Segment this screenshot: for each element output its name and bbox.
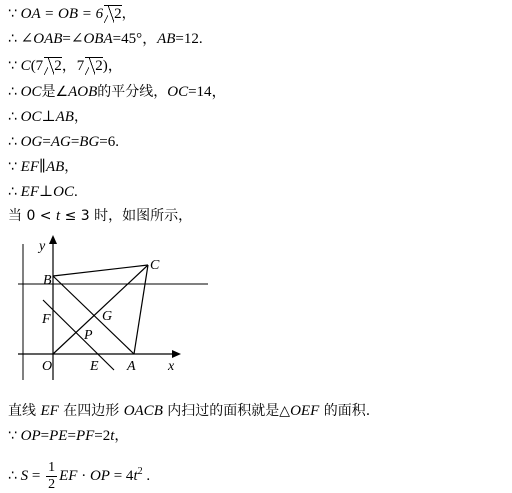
- eq-2: =2: [94, 428, 111, 444]
- ab-value: =12.: [175, 31, 203, 47]
- eq: =: [67, 428, 76, 444]
- label-e: E: [90, 359, 99, 374]
- step-7: [8, 157, 78, 177]
- case-prefix: 当 0 <: [8, 208, 56, 224]
- step-8: [8, 182, 78, 202]
- step-1-text: OA = OB = 6: [20, 6, 104, 22]
- step-3: [8, 56, 123, 76]
- bg-value: =6.: [99, 134, 119, 150]
- step-6: [8, 132, 119, 152]
- because-symbol: ∵: [8, 6, 17, 22]
- point-c: C: [20, 58, 31, 74]
- seg-ef: EF: [40, 403, 59, 419]
- seg-op: OP: [20, 428, 41, 444]
- seg-oc: OC: [20, 109, 42, 125]
- coord-sep: ，7: [61, 58, 85, 74]
- x-axis-arrow: [172, 350, 181, 358]
- angle-aob: AOB: [68, 84, 98, 100]
- conclusion: [8, 401, 370, 421]
- exponent: 2: [137, 466, 143, 477]
- eq: =: [28, 468, 45, 484]
- perp-symbol: ⊥: [41, 109, 56, 125]
- seg-ef: EF: [59, 468, 78, 484]
- deg-45: =45°，: [112, 31, 158, 47]
- fraction-half: [46, 460, 57, 493]
- radicand: 2: [95, 58, 103, 74]
- sqrt-radical: [104, 5, 122, 22]
- parallel-symbol: ∥: [39, 159, 46, 175]
- angle-oab: OAB: [33, 31, 63, 47]
- period: .: [142, 468, 151, 484]
- eq: =: [70, 134, 80, 150]
- seg-op: OP: [89, 468, 110, 484]
- step-1: [8, 4, 136, 24]
- sqrt-radical: [85, 57, 103, 74]
- coord-open: (7: [30, 58, 44, 74]
- eq: =: [42, 134, 51, 150]
- period: .: [73, 184, 78, 200]
- label-g: G: [102, 309, 113, 324]
- segment-bc: [53, 265, 148, 276]
- therefore-symbol: ∴: [8, 109, 17, 125]
- label-x: x: [168, 359, 175, 374]
- dot: ·: [77, 468, 90, 484]
- angle-oba: OBA: [83, 31, 113, 47]
- seg-ef: EF: [20, 159, 39, 175]
- label-f: F: [42, 312, 51, 327]
- because-symbol: ∵: [8, 159, 17, 175]
- radicand: 2: [114, 6, 122, 22]
- because-symbol: ∵: [8, 58, 17, 74]
- seg-ab: AB: [55, 109, 74, 125]
- y-axis-arrow: [49, 235, 57, 244]
- eq-angle: =∠: [62, 31, 84, 47]
- perp-symbol: ⊥: [39, 184, 54, 200]
- segment-ca: [134, 265, 148, 354]
- var-t: t: [133, 468, 138, 484]
- eq-4: = 4: [109, 468, 134, 484]
- label-y: y: [39, 239, 46, 254]
- angle-symbol: ∠: [20, 31, 34, 47]
- step-5: [8, 107, 88, 127]
- segment-oc: [53, 265, 148, 354]
- eq: =: [40, 428, 50, 444]
- is-angle: 是∠: [41, 84, 69, 100]
- comma: ，: [73, 109, 88, 125]
- label-b: B: [43, 273, 52, 288]
- seg-bg: BG: [79, 134, 100, 150]
- geometry-diagram: [8, 232, 208, 382]
- equation-2: [8, 455, 150, 493]
- conclusion-a: 直线: [8, 403, 41, 419]
- seg-pe: PE: [49, 428, 68, 444]
- therefore-symbol: ∴: [8, 84, 17, 100]
- seg-pf: PF: [75, 428, 95, 444]
- therefore-symbol: ∴: [8, 184, 17, 200]
- radicand: 2: [54, 58, 62, 74]
- seg-oc: OC: [20, 84, 42, 100]
- therefore-symbol: ∴: [8, 134, 17, 150]
- seg-ef: EF: [20, 184, 39, 200]
- oc-value: =14，: [188, 84, 227, 100]
- sqrt-radical: [44, 57, 62, 74]
- fraction-denominator: 2: [48, 477, 56, 493]
- seg-ab: AB: [45, 159, 65, 175]
- conclusion-g: 的面积.: [319, 403, 371, 419]
- var-t: t: [110, 428, 115, 444]
- comma: ，: [114, 428, 129, 444]
- label-a: A: [127, 359, 136, 374]
- var-s: S: [20, 468, 29, 484]
- comma: ，: [64, 159, 79, 175]
- label-c: C: [150, 258, 160, 273]
- step-1-tail: ，: [121, 6, 136, 22]
- step-4: [8, 82, 227, 102]
- label-p: P: [84, 328, 93, 343]
- step-9: [8, 206, 192, 226]
- therefore-symbol: ∴: [8, 31, 17, 47]
- seg-oc: OC: [53, 184, 74, 200]
- seg-og: OG: [20, 134, 43, 150]
- conclusion-c: 在四边形: [58, 403, 124, 419]
- because-symbol: ∵: [8, 428, 17, 444]
- seg-ag: AG: [50, 134, 71, 150]
- therefore-symbol: ∴: [8, 468, 17, 484]
- conclusion-e: 内扫过的面积就是△: [162, 403, 291, 419]
- step-2: [8, 29, 203, 49]
- fraction-numerator: 1: [48, 460, 56, 476]
- equation-1: [8, 426, 128, 446]
- label-o: O: [42, 359, 53, 374]
- case-suffix: ≤ 3 时，如图所示，: [60, 208, 193, 224]
- quad-oacb: OACB: [123, 403, 163, 419]
- tri-oef: OEF: [290, 403, 320, 419]
- seg-oc-2: OC: [167, 84, 189, 100]
- bisector-text: 的平分线，: [97, 84, 168, 100]
- var-t: t: [56, 208, 61, 224]
- seg-ab: AB: [157, 31, 176, 47]
- coord-close: )，: [102, 58, 123, 74]
